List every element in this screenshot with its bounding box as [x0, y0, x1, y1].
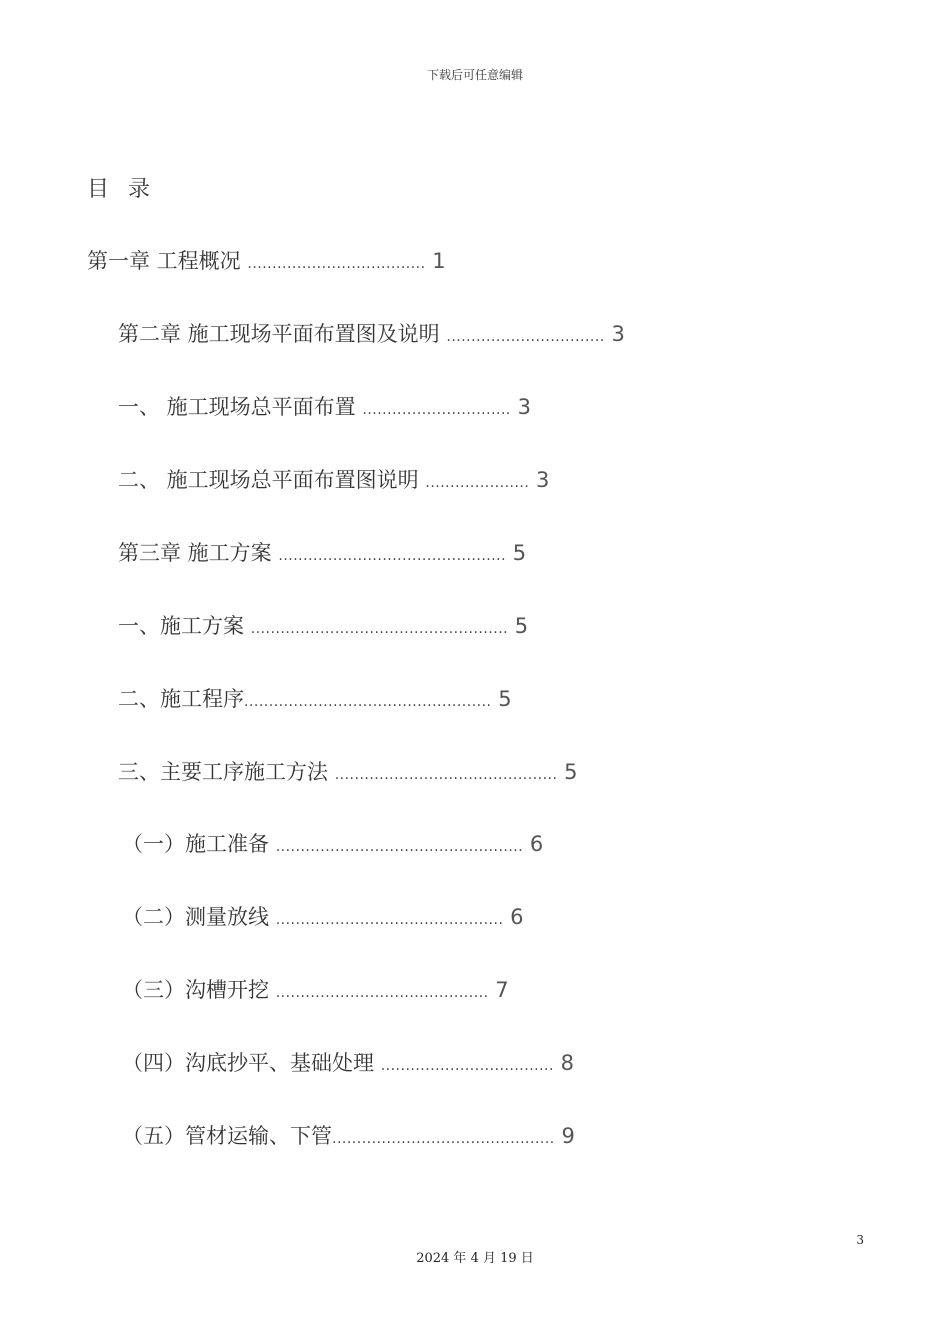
toc-page-number: 8: [560, 1051, 575, 1075]
toc-page-number: 3: [611, 322, 625, 346]
toc-entry-text: 三、主要工序施工方法: [118, 760, 328, 784]
toc-leader-dots: ..............................................: [278, 548, 507, 564]
toc-entry-text: （三）沟槽开挖: [122, 978, 269, 1002]
toc-leader-dots: .............................................: [332, 1131, 555, 1147]
toc-page-number: 5: [514, 614, 529, 638]
toc-page-number: 5: [512, 541, 527, 565]
toc-leader-dots: ..................................................: [244, 694, 492, 710]
toc-title: 目 录: [87, 177, 156, 202]
toc-page-number: 6: [510, 905, 524, 929]
footer-date: 2024 年 4 月 19 日: [416, 1251, 534, 1266]
toc-entry-text: 二、施工程序: [118, 687, 244, 711]
toc-entry-text: （二）测量放线: [122, 905, 269, 929]
toc-entry-text: 一、 施工现场总平面布置: [118, 395, 356, 419]
toc-entry-text: 第二章 施工现场平面布置图及说明: [118, 322, 440, 346]
toc-entry-3-3-4[interactable]: [122, 1048, 574, 1081]
toc-entry-text: 第一章 工程概况: [87, 249, 241, 273]
toc-entry-text: （五）管材运输、下管: [122, 1124, 332, 1148]
toc-page-number: 5: [564, 760, 578, 784]
toc-entry-3-3-5[interactable]: [122, 1121, 575, 1154]
toc-page-number: 7: [495, 978, 509, 1002]
toc-page-number: 6: [529, 832, 544, 856]
toc-leader-dots: ..............................: [362, 402, 511, 418]
toc-entry-3-2[interactable]: [118, 684, 512, 717]
toc-leader-dots: ..............................................: [275, 912, 504, 928]
toc-entry-chapter-1[interactable]: [87, 246, 446, 279]
toc-entry-3-3-2[interactable]: [122, 902, 523, 935]
toc-page-number: 3: [536, 468, 550, 492]
toc-entry-chapter-3[interactable]: [118, 538, 526, 571]
toc-page-number: 1: [432, 249, 446, 273]
toc-entry-2-2[interactable]: [118, 465, 549, 498]
toc-entry-chapter-2[interactable]: [118, 319, 625, 352]
page-number: 3: [856, 1233, 864, 1247]
toc-entry-3-3[interactable]: [118, 757, 578, 790]
toc-leader-dots: ....................................: [247, 256, 426, 272]
toc-leader-dots: ....................................................: [250, 621, 509, 637]
toc-page-number: 3: [517, 395, 531, 419]
toc-leader-dots: ................................: [446, 329, 605, 345]
toc-entry-3-3-1[interactable]: [122, 829, 543, 862]
toc-entry-2-1[interactable]: [118, 392, 531, 425]
toc-entry-3-3-3[interactable]: [122, 975, 509, 1008]
toc-entry-text: （一）施工准备: [122, 832, 269, 856]
toc-entry-text: 第三章 施工方案: [118, 541, 272, 565]
toc-leader-dots: ..................................................: [275, 839, 524, 855]
toc-leader-dots: .....................: [425, 475, 530, 491]
toc-leader-dots: ...................................: [380, 1058, 554, 1074]
toc-entry-3-1[interactable]: [118, 611, 528, 644]
toc-entry-text: （四）沟底抄平、基础处理: [122, 1051, 374, 1075]
header-note: 下载后可任意编辑: [426, 68, 523, 82]
toc-page-number: 9: [561, 1124, 575, 1148]
toc-leader-dots: ...........................................: [275, 985, 489, 1001]
toc-entry-text: 二、 施工现场总平面布置图说明: [118, 468, 419, 492]
toc-entry-text: 一、施工方案: [118, 614, 244, 638]
toc-page-number: 5: [498, 687, 512, 711]
toc-leader-dots: .............................................: [334, 767, 558, 783]
